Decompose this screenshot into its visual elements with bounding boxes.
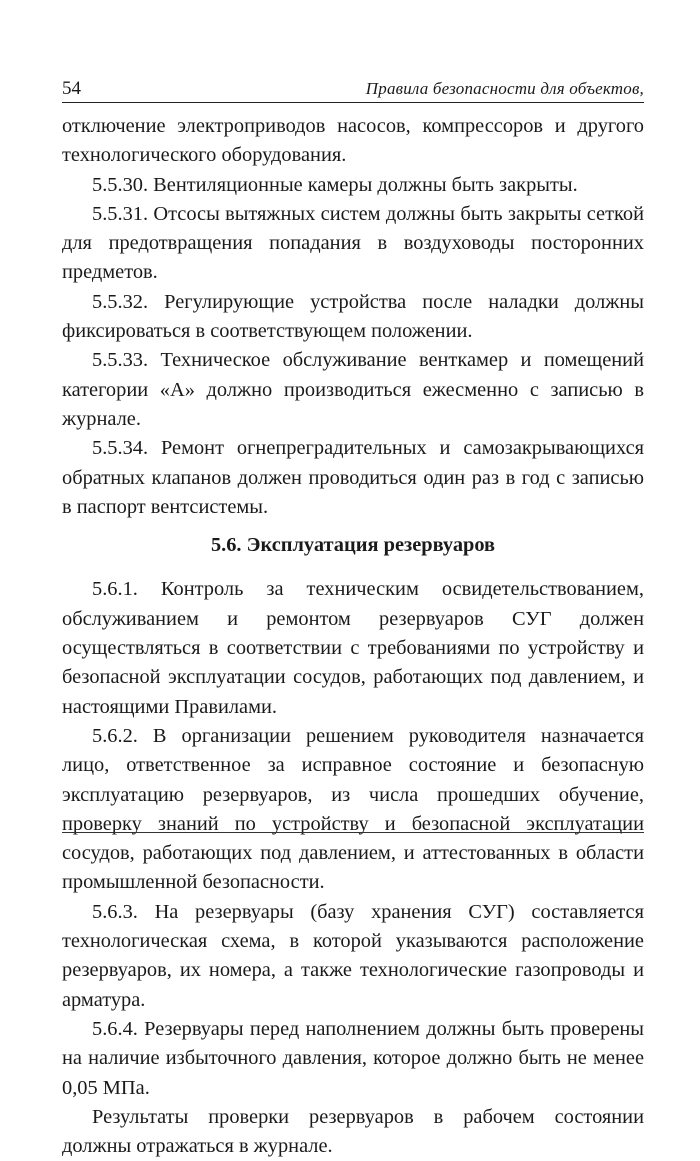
paragraph-results: Результаты проверки резервуаров в рабочем состоянии должны отражаться в журнале.	[62, 1105, 644, 1158]
paragraph-5-6-3: 5.6.3. На резервуары (базу хранения СУГ) составляется технологическая схема, в которой указываются расположение резервуаров, их номера, а также технологические газопроводы и арматура.	[62, 900, 644, 1011]
paragraph-5-6-4: 5.6.4. Резервуары перед наполнением должны быть проверены на наличие избыточного давления, которое должно быть не менее 0,05 МПа.	[62, 1017, 644, 1099]
paragraph-5-5-32: 5.5.32. Регулирующие устройства после наладки должны фиксироваться в соответствующем положении.	[62, 290, 644, 343]
running-title: Правила безопасности для объектов,	[365, 79, 644, 98]
page-number: 54	[62, 78, 81, 99]
footer-rule	[62, 832, 644, 833]
body-text	[62, 112, 644, 1161]
page-header	[62, 74, 644, 103]
section-title: 5.6. Эксплуатация резервуаров	[210, 534, 496, 557]
paragraph-5-5-30: 5.5.30. Вентиляционные камеры должны быть закрыты.	[92, 173, 578, 196]
paragraph-5-5-34: 5.5.34. Ремонт огнепреградительных и самозакрывающихся обратных клапанов должен проводиться один раз в год с записью в паспорт вентсистемы.	[62, 437, 644, 518]
paragraph-continuation: отключение электроприводов насосов, компрессоров и другого технологического оборудования.	[62, 115, 644, 167]
paragraph-5-6-2: 5.6.2. В организации решением руководителя назначается лицо, ответственное за исправное состояние и безопасную эксплуатацию резервуаров, из числа прошедших обучение, проверку знаний по устройству и безопасной эксплуатации сосудов, работающих под давлением, и аттестованных в области промышленной безопасности.	[62, 724, 644, 894]
paragraph-5-6-1: 5.6.1. Контроль за техническим освидетельствованием, обслуживанием и ремонтом резервуаров СУГ должен осуществляться в соответствии с требованиями по устройству и безопасной эксплуатации сосудов, работающих под давлением, и настоящими Правилами.	[62, 578, 644, 718]
paragraph-5-5-33: 5.5.33. Техническое обслуживание венткамер и помещений категории «А» должно производиться ежесменно с записью в журнале.	[62, 349, 644, 430]
paragraph-5-5-31: 5.5.31. Отсосы вытяжных систем должны быть закрыты сеткой для предотвращения попадания в воздуховоды посторонних предметов.	[62, 202, 644, 284]
